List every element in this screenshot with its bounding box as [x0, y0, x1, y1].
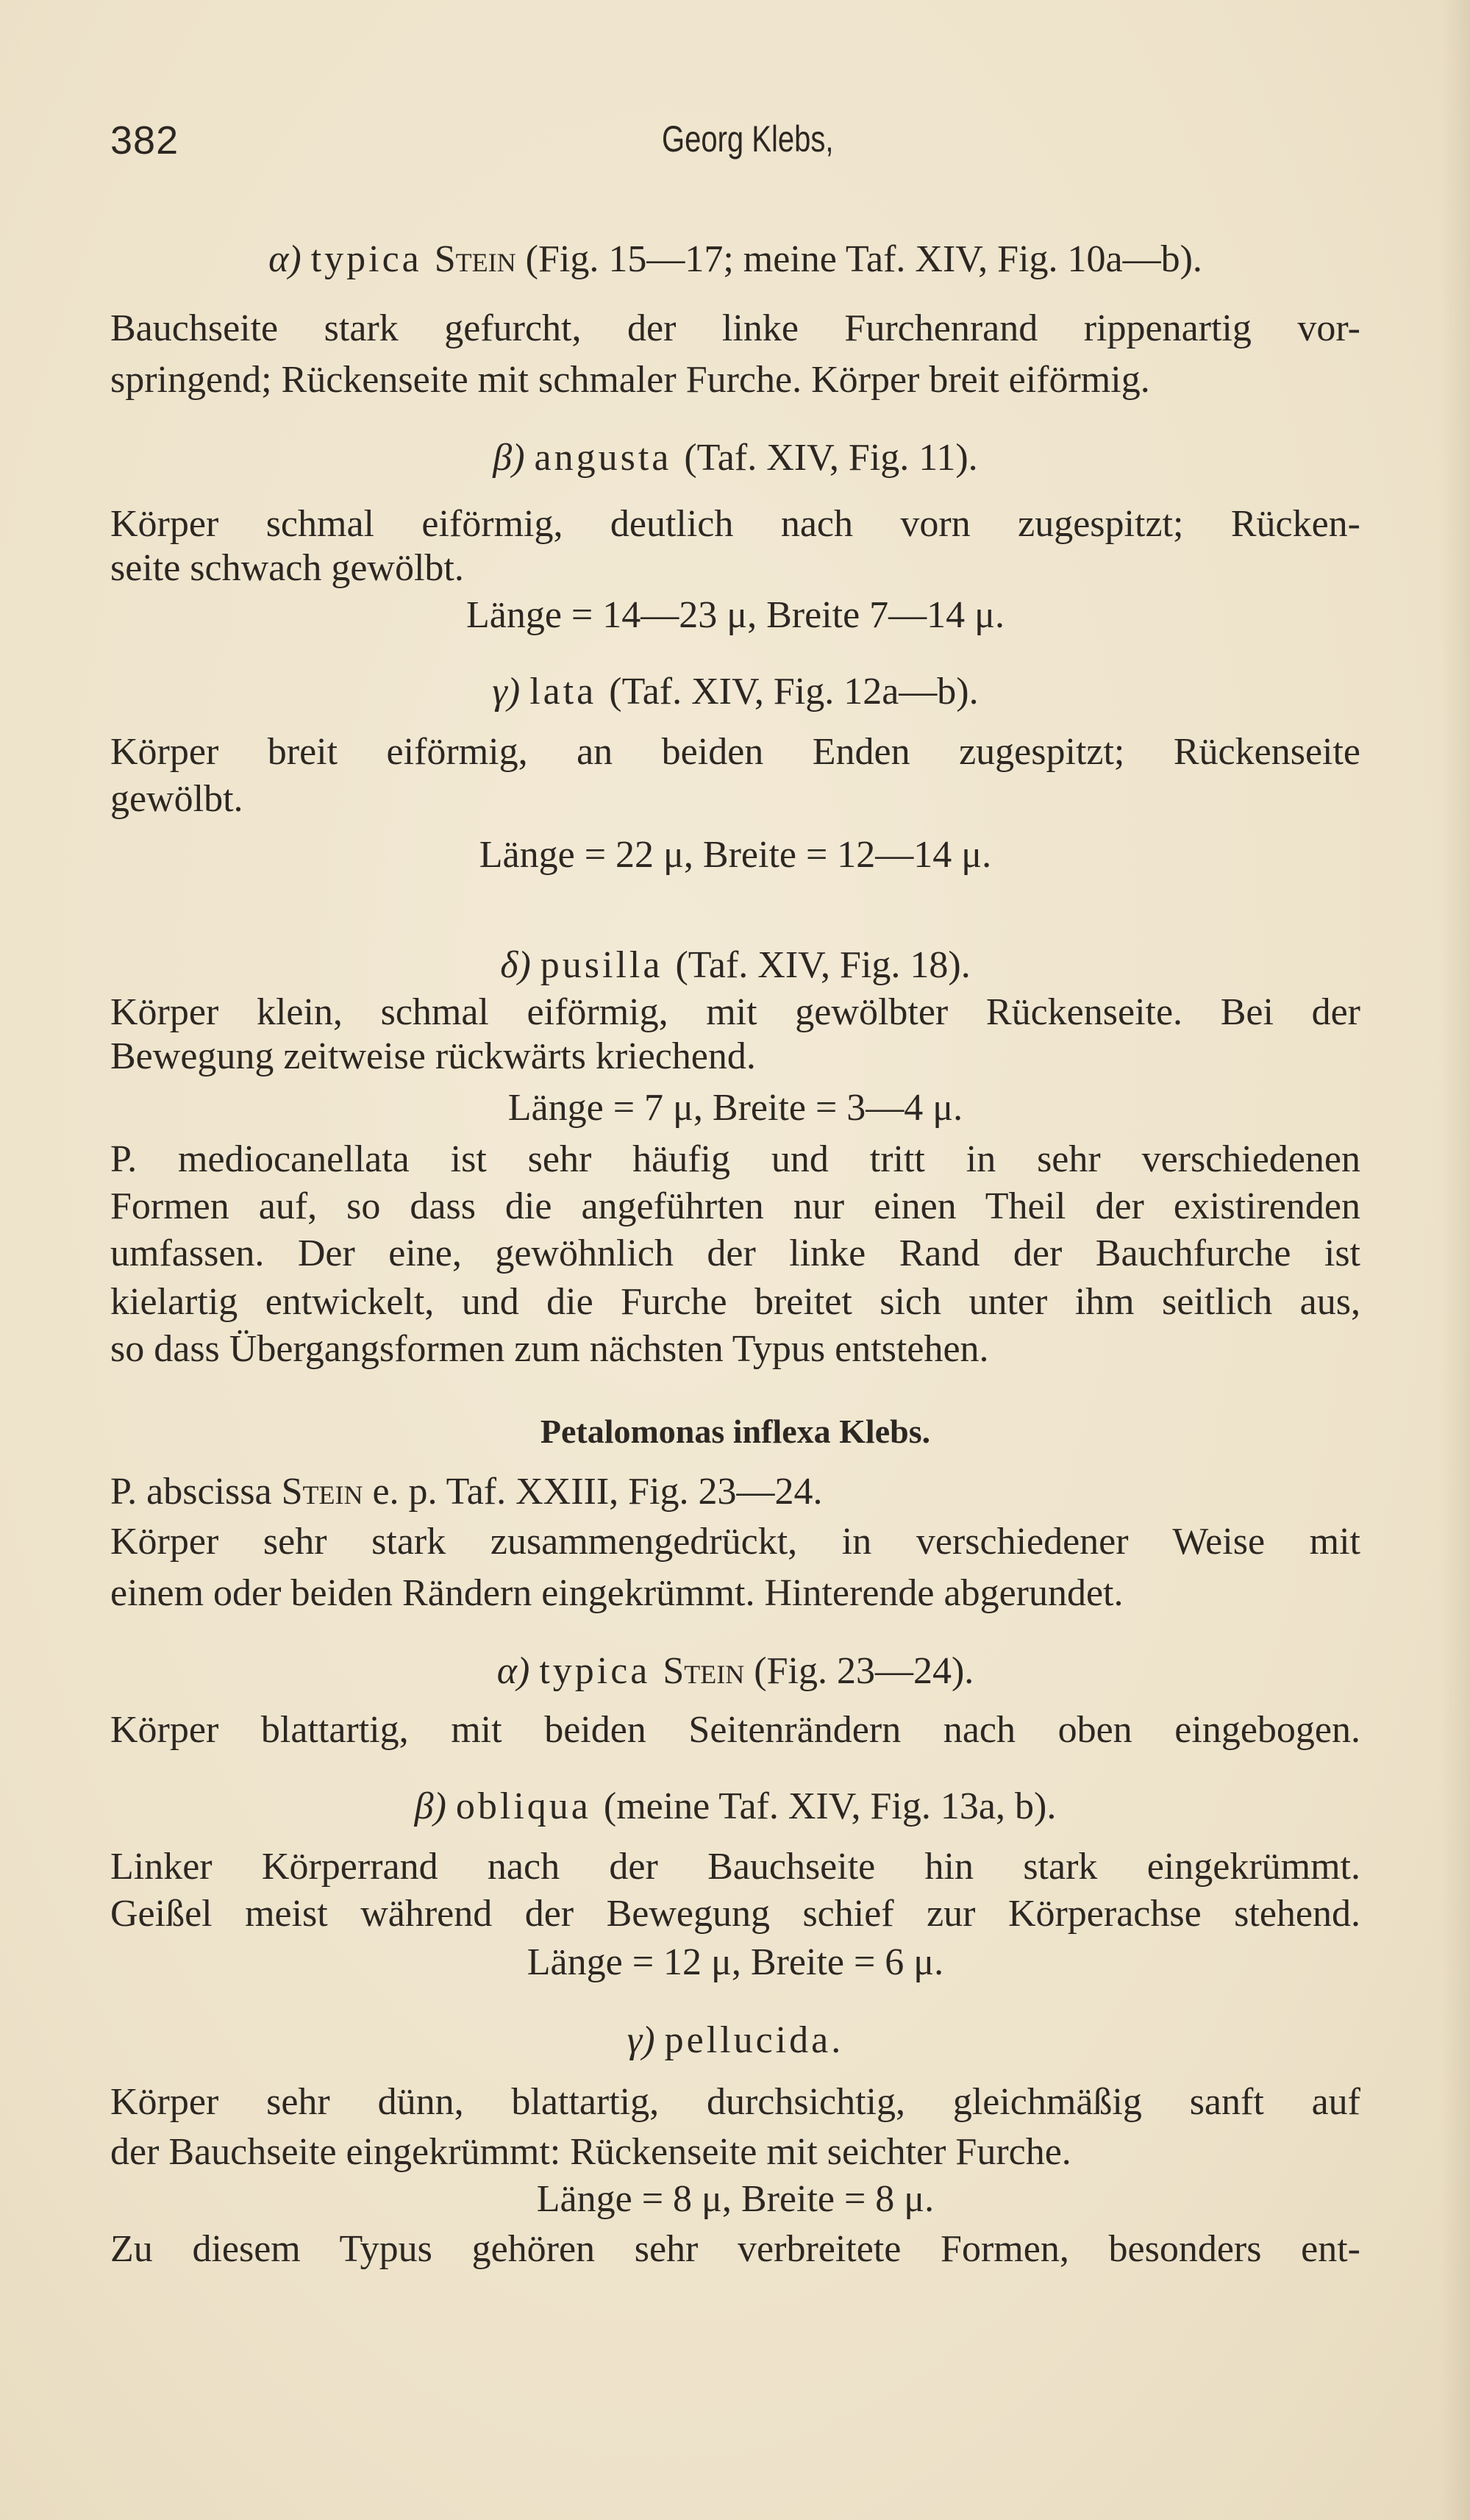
text-line-gamma-lata-desc-2 — [110, 775, 243, 824]
text-line-beta-obliqua — [110, 1782, 1360, 1831]
text-run: Stein — [663, 1650, 745, 1692]
section-heading — [110, 1407, 1360, 1456]
text-line-alpha-typica-desc-1 — [110, 304, 1360, 353]
text-run: umfassen. Der eine, gewöhnlich der linke Rand der Bauchfurche ist — [110, 1232, 1360, 1274]
text-run: gewölbt. — [110, 778, 243, 820]
text-run: β) — [493, 437, 535, 479]
text-line-alpha-typica-2-desc — [110, 1706, 1360, 1755]
text-run: e. p. Taf. XXIII, Fig. 23—24. — [363, 1471, 823, 1513]
text-line-gamma-lata-measure — [110, 831, 1360, 879]
text-run: γ) — [492, 671, 530, 713]
text-line-inflexa-desc-1 — [110, 1518, 1360, 1566]
text-run: kielartig entwickelt, und die Furche breitet sich unter ihm seitlich aus, — [110, 1281, 1360, 1323]
text-run: (Taf. XIV, Fig. 18). — [675, 944, 971, 986]
text-line-gamma-pellucida-desc-1 — [110, 2078, 1360, 2127]
text-line-beta-angusta — [110, 434, 1360, 482]
text-run: Stein — [434, 238, 516, 280]
text-run: Bewegung zeitweise rückwärts kriechend. — [110, 1035, 756, 1077]
text-line-beta-obliqua-desc-2 — [110, 1890, 1360, 1938]
text-run: Länge = 7 μ, Breite = 3—4 μ. — [507, 1087, 963, 1129]
text-run: angusta — [534, 437, 685, 479]
text-line-mediocanellata-5 — [110, 1325, 989, 1374]
text-line-gamma-lata-desc-1 — [110, 728, 1360, 777]
text-run: (Taf. XIV, Fig. 11). — [684, 437, 978, 479]
text-run: Länge = 14—23 μ, Breite 7—14 μ. — [465, 594, 1005, 636]
text-run: Körper blattartig, mit beiden Seitenrändern nach oben eingebogen. — [110, 1709, 1360, 1751]
text-line-delta-pusilla-desc-2 — [110, 1032, 756, 1081]
text-run: α) — [268, 238, 311, 280]
text-run: (meine Taf. XIV, Fig. 13a, b). — [603, 1785, 1057, 1827]
text-run: obliqua — [455, 1785, 604, 1827]
text-run: der Bauchseite eingekrümmt: Rückenseite mit seichter Furche. — [110, 2131, 1071, 2173]
text-run: springend; Rückenseite mit schmaler Furche. Körper breit eiförmig. — [110, 359, 1150, 401]
text-line-mediocanellata-1 — [110, 1135, 1360, 1184]
text-run: Körper schmal eiförmig, deutlich nach vorn zugespitzt; Rücken- — [110, 503, 1360, 545]
text-run: (Fig. 23—24). — [744, 1650, 974, 1692]
text-run: P. mediocanellata ist sehr häufig und tritt in sehr verschiedenen — [110, 1138, 1360, 1180]
text-line-gamma-pellucida-measure — [110, 2175, 1360, 2224]
text-line-mediocanellata-4 — [110, 1278, 1360, 1327]
text-run: Länge = 8 μ, Breite = 8 μ. — [536, 2178, 935, 2220]
text-line-delta-pusilla — [110, 941, 1360, 990]
text-line-gamma-lata — [110, 668, 1360, 716]
text-run: α) — [496, 1650, 540, 1692]
text-line-final-line — [110, 2225, 1360, 2274]
text-run: Körper sehr dünn, blattartig, durchsichtig, gleichmäßig sanft auf — [110, 2081, 1360, 2123]
text-run: Geißel meist während der Bewegung schief zur Körperachse stehend. — [110, 1893, 1360, 1935]
text-run: P. abscissa — [110, 1471, 282, 1513]
text-run: Körper klein, schmal eiförmig, mit gewölbter Rückenseite. Bei der — [110, 991, 1360, 1033]
text-run: δ) — [500, 944, 540, 986]
text-line-beta-angusta-measure — [110, 591, 1360, 640]
text-run: Petalomonas inflexa Klebs. — [540, 1413, 931, 1450]
text-run: Körper breit eiförmig, an beiden Enden zugespitzt; Rückenseite — [110, 731, 1360, 773]
text-run: γ) — [627, 2019, 665, 2061]
text-run: (Taf. XIV, Fig. 12a—b). — [609, 671, 979, 713]
text-line-delta-pusilla-desc-1 — [110, 988, 1360, 1037]
text-line-beta-angusta-desc-2 — [110, 544, 464, 593]
text-run: seite schwach gewölbt. — [110, 547, 464, 589]
page-edge-shadow — [1441, 0, 1470, 2520]
text-run: typica — [310, 238, 435, 280]
text-line-alpha-typica-desc-2 — [110, 356, 1150, 404]
text-line-gamma-pellucida-desc-2 — [110, 2128, 1071, 2177]
text-run: Länge = 22 μ, Breite = 12—14 μ. — [479, 834, 992, 876]
text-run: (Fig. 15—17; meine Taf. XIV, Fig. 10a—b). — [515, 238, 1202, 280]
text-run: Stein — [281, 1471, 363, 1513]
text-run: einem oder beiden Rändern eingekrümmt. Hinterende abgerundet. — [110, 1572, 1124, 1614]
text-run: lata — [529, 671, 610, 713]
text-run: pellucida. — [664, 2019, 844, 2061]
text-run: β) — [414, 1785, 456, 1827]
text-line-delta-pusilla-measure — [110, 1084, 1360, 1132]
text-run: Länge = 12 μ, Breite = 6 μ. — [527, 1941, 944, 1983]
text-line-beta-obliqua-measure — [110, 1938, 1360, 1987]
text-line-mediocanellata-2 — [110, 1182, 1360, 1231]
text-line-mediocanellata-3 — [110, 1229, 1360, 1278]
text-line-alpha-typica-1 — [110, 235, 1360, 284]
text-line-inflexa-desc-2 — [110, 1569, 1124, 1618]
text-run: Linker Körperrand nach der Bauchseite hin stark eingekrümmt. — [110, 1846, 1360, 1888]
text-line-gamma-pellucida — [110, 2016, 1360, 2065]
text-line-abscissa-line — [110, 1468, 823, 1516]
text-run: typica — [539, 1650, 663, 1692]
text-line-alpha-typica-2 — [110, 1647, 1360, 1696]
text-run: pusilla — [540, 944, 676, 986]
page-number: 382 — [110, 118, 179, 163]
text-run: so dass Übergangsformen zum nächsten Typus entstehen. — [110, 1328, 989, 1370]
text-line-beta-obliqua-desc-1 — [110, 1843, 1360, 1891]
text-run: Zu diesem Typus gehören sehr verbreitete Formen, besonders ent- — [110, 2228, 1360, 2270]
running-head: Georg Klebs, — [662, 118, 834, 160]
page-header — [110, 118, 1360, 176]
text-run: Formen auf, so dass die angeführten nur einen Theil der existirenden — [110, 1185, 1360, 1227]
text-run: Bauchseite stark gefurcht, der linke Furchenrand rippenartig vor- — [110, 307, 1360, 349]
text-line-beta-angusta-desc-1 — [110, 500, 1360, 549]
text-run: Körper sehr stark zusammengedrückt, in verschiedener Weise mit — [110, 1521, 1360, 1563]
